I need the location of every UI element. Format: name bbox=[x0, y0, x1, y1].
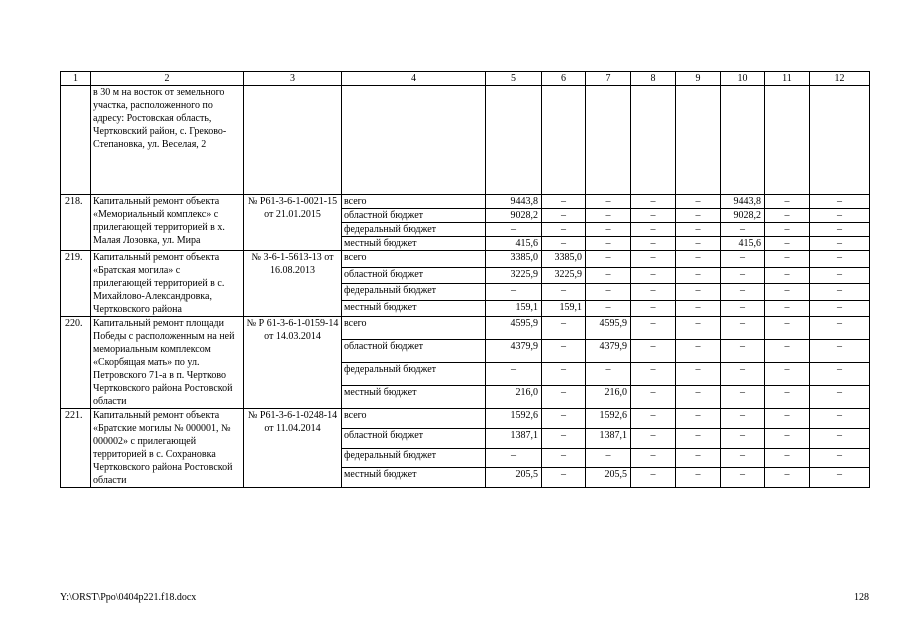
table-body bbox=[61, 72, 870, 488]
value-cell: – bbox=[676, 237, 721, 251]
value-cell: – bbox=[810, 251, 870, 268]
value-cell: – bbox=[586, 300, 631, 317]
value-cell: 415,6 bbox=[486, 237, 542, 251]
value-cell: – bbox=[676, 284, 721, 301]
object-name: Капитальный ремонт объекта «Братская могила» с прилегающей территорией в с. Михайлово-Александровка, Чертковского района bbox=[91, 251, 244, 317]
value-cell: – bbox=[676, 251, 721, 268]
value-cell: – bbox=[676, 409, 721, 429]
header-cell: 12 bbox=[810, 72, 870, 86]
header-cell: 3 bbox=[244, 72, 342, 86]
value-cell: – bbox=[810, 428, 870, 448]
value-cell: – bbox=[765, 209, 810, 223]
funding-source-label: местный бюджет bbox=[342, 237, 486, 251]
header-cell: 2 bbox=[91, 72, 244, 86]
funding-source-label: местный бюджет bbox=[342, 386, 486, 409]
value-cell: – bbox=[676, 340, 721, 363]
page-number: 128 bbox=[854, 592, 869, 603]
value-cell: – bbox=[765, 317, 810, 340]
value-cell: – bbox=[721, 386, 765, 409]
value-cell: 4595,9 bbox=[586, 317, 631, 340]
value-cell: – bbox=[542, 195, 586, 209]
value-cell: 3225,9 bbox=[486, 267, 542, 284]
value-cell: 3385,0 bbox=[542, 251, 586, 268]
document-number: № Р 61-3-6-1-0159-14 от 14.03.2014 bbox=[244, 317, 342, 409]
value-cell: – bbox=[486, 363, 542, 386]
value-cell: 205,5 bbox=[586, 468, 631, 488]
value-cell: – bbox=[486, 284, 542, 301]
header-cell: 4 bbox=[342, 72, 486, 86]
funding-source-label: местный бюджет bbox=[342, 300, 486, 317]
value-cell: – bbox=[765, 468, 810, 488]
header-cell: 8 bbox=[631, 72, 676, 86]
value-cell: – bbox=[542, 468, 586, 488]
value-cell: 9028,2 bbox=[721, 209, 765, 223]
file-path: Y:\ORST\Ppo\0404p221.f18.docx bbox=[60, 592, 197, 603]
header-row bbox=[61, 72, 870, 86]
value-cell: – bbox=[676, 363, 721, 386]
value-cell: – bbox=[542, 209, 586, 223]
value-cell: – bbox=[486, 448, 542, 468]
value-cell: – bbox=[810, 284, 870, 301]
header-cell: 1 bbox=[61, 72, 91, 86]
funding-source-label: областной бюджет bbox=[342, 267, 486, 284]
value-cell: 9028,2 bbox=[486, 209, 542, 223]
value-cell: 1387,1 bbox=[586, 428, 631, 448]
row-number: 218. bbox=[61, 195, 91, 251]
header-cell: 9 bbox=[676, 72, 721, 86]
funding-source-label: федеральный бюджет bbox=[342, 223, 486, 237]
value-cell: – bbox=[721, 300, 765, 317]
funding-source-label: всего bbox=[342, 195, 486, 209]
empty-cell bbox=[342, 86, 486, 195]
value-cell: – bbox=[631, 251, 676, 268]
value-cell: – bbox=[721, 223, 765, 237]
value-cell: – bbox=[765, 251, 810, 268]
row-number: 221. bbox=[61, 409, 91, 488]
value-cell: – bbox=[676, 468, 721, 488]
value-cell: – bbox=[721, 340, 765, 363]
value-cell: – bbox=[542, 223, 586, 237]
funding-source-label: федеральный бюджет bbox=[342, 448, 486, 468]
funding-source-label: федеральный бюджет bbox=[342, 363, 486, 386]
empty-cell bbox=[631, 86, 676, 195]
value-cell: – bbox=[765, 300, 810, 317]
continuation-row bbox=[61, 86, 870, 195]
value-cell: – bbox=[676, 386, 721, 409]
value-cell: – bbox=[765, 386, 810, 409]
value-cell: – bbox=[676, 209, 721, 223]
value-cell: – bbox=[721, 363, 765, 386]
value-cell: – bbox=[542, 386, 586, 409]
value-cell: – bbox=[765, 223, 810, 237]
value-cell: 9443,8 bbox=[486, 195, 542, 209]
document-number: № 3-6-1-5613-13 от 16.08.2013 bbox=[244, 251, 342, 317]
value-cell: – bbox=[631, 223, 676, 237]
value-cell: – bbox=[586, 363, 631, 386]
value-cell: – bbox=[721, 251, 765, 268]
value-cell: – bbox=[586, 195, 631, 209]
value-cell: – bbox=[810, 267, 870, 284]
value-cell: – bbox=[631, 340, 676, 363]
value-cell: – bbox=[631, 209, 676, 223]
value-cell: – bbox=[631, 237, 676, 251]
funding-source-label: областной бюджет bbox=[342, 209, 486, 223]
value-cell: – bbox=[542, 284, 586, 301]
value-cell: 1387,1 bbox=[486, 428, 542, 448]
funding-source-label: федеральный бюджет bbox=[342, 284, 486, 301]
funding-source-label: всего bbox=[342, 409, 486, 429]
value-cell: – bbox=[810, 195, 870, 209]
value-cell: – bbox=[676, 428, 721, 448]
object-description: в 30 м на восток от земельного участка, расположенного по адресу: Ростовская область, Чертковский район, с. Греково-Степановка, ул. Веселая, 2 bbox=[91, 86, 244, 195]
value-cell: – bbox=[631, 195, 676, 209]
funding-source-label: всего bbox=[342, 251, 486, 268]
value-cell: – bbox=[765, 363, 810, 386]
value-cell: – bbox=[586, 209, 631, 223]
object-name: Капитальный ремонт объекта «Братские могилы № 000001, № 000002» с прилегающей территорией в с. Сохрановка Чертковского района Ростовской области bbox=[91, 409, 244, 488]
value-cell: 159,1 bbox=[542, 300, 586, 317]
value-cell: 4595,9 bbox=[486, 317, 542, 340]
value-cell: – bbox=[631, 363, 676, 386]
value-cell: – bbox=[810, 209, 870, 223]
value-cell: – bbox=[765, 195, 810, 209]
header-cell: 11 bbox=[765, 72, 810, 86]
value-cell: – bbox=[631, 468, 676, 488]
value-cell: 1592,6 bbox=[586, 409, 631, 429]
value-cell: – bbox=[676, 267, 721, 284]
value-cell: – bbox=[631, 386, 676, 409]
value-cell: – bbox=[586, 267, 631, 284]
value-cell: – bbox=[810, 237, 870, 251]
document-number: № Р61-3-6-1-0021-15 от 21.01.2015 bbox=[244, 195, 342, 251]
value-cell: – bbox=[765, 237, 810, 251]
value-cell: – bbox=[810, 300, 870, 317]
value-cell: – bbox=[765, 448, 810, 468]
value-cell: – bbox=[542, 237, 586, 251]
empty-cell bbox=[586, 86, 631, 195]
header-cell: 5 bbox=[486, 72, 542, 86]
funding-source-label: местный бюджет bbox=[342, 468, 486, 488]
value-cell: – bbox=[721, 448, 765, 468]
value-cell: – bbox=[676, 317, 721, 340]
empty-cell bbox=[721, 86, 765, 195]
value-cell: – bbox=[676, 300, 721, 317]
value-cell: 216,0 bbox=[586, 386, 631, 409]
value-cell: – bbox=[631, 409, 676, 429]
value-cell: – bbox=[542, 448, 586, 468]
value-cell: – bbox=[676, 448, 721, 468]
header-cell: 6 bbox=[542, 72, 586, 86]
value-cell: – bbox=[676, 223, 721, 237]
row-number: 219. bbox=[61, 251, 91, 317]
value-cell: – bbox=[810, 468, 870, 488]
row-number: 220. bbox=[61, 317, 91, 409]
value-cell: – bbox=[810, 317, 870, 340]
value-cell: – bbox=[810, 363, 870, 386]
object-name: Капитальный ремонт объекта «Мемориальный комплекс» с прилегающей территорией в х. Малая Лозовка, ул. Мира bbox=[91, 195, 244, 251]
empty-cell bbox=[486, 86, 542, 195]
value-cell: 159,1 bbox=[486, 300, 542, 317]
value-cell: 415,6 bbox=[721, 237, 765, 251]
document-number: № Р61-3-6-1-0248-14 от 11.04.2014 bbox=[244, 409, 342, 488]
empty-cell bbox=[810, 86, 870, 195]
value-cell: – bbox=[486, 223, 542, 237]
value-cell: 4379,9 bbox=[486, 340, 542, 363]
funding-source-label: областной бюджет bbox=[342, 340, 486, 363]
value-cell: – bbox=[721, 317, 765, 340]
value-cell: – bbox=[721, 267, 765, 284]
empty-cell bbox=[765, 86, 810, 195]
value-cell: – bbox=[810, 223, 870, 237]
value-cell: 4379,9 bbox=[586, 340, 631, 363]
value-cell: – bbox=[542, 340, 586, 363]
empty-cell bbox=[244, 86, 342, 195]
value-cell: – bbox=[586, 251, 631, 268]
value-cell: – bbox=[631, 267, 676, 284]
value-cell: 205,5 bbox=[486, 468, 542, 488]
value-cell: 3385,0 bbox=[486, 251, 542, 268]
value-cell: – bbox=[542, 317, 586, 340]
value-cell: – bbox=[586, 223, 631, 237]
value-cell: – bbox=[765, 428, 810, 448]
value-cell: – bbox=[765, 284, 810, 301]
value-cell: – bbox=[542, 363, 586, 386]
value-cell: – bbox=[542, 428, 586, 448]
object-row bbox=[61, 409, 870, 429]
value-cell: – bbox=[586, 237, 631, 251]
object-name: Капитальный ремонт площади Победы с расположенным на ней мемориальным комплексом «Скорбящая мать» по ул. Петровского 71-а в п. Чертково Чертковского района Ростовской области bbox=[91, 317, 244, 409]
value-cell: 216,0 bbox=[486, 386, 542, 409]
value-cell: – bbox=[631, 428, 676, 448]
value-cell: – bbox=[631, 300, 676, 317]
funding-source-label: всего bbox=[342, 317, 486, 340]
value-cell: – bbox=[631, 284, 676, 301]
budget-table bbox=[60, 71, 870, 488]
value-cell: – bbox=[765, 340, 810, 363]
empty-cell bbox=[676, 86, 721, 195]
object-row bbox=[61, 251, 870, 268]
value-cell: – bbox=[721, 409, 765, 429]
value-cell: – bbox=[586, 284, 631, 301]
object-row bbox=[61, 317, 870, 340]
value-cell: 9443,8 bbox=[721, 195, 765, 209]
value-cell: – bbox=[810, 409, 870, 429]
value-cell: 1592,6 bbox=[486, 409, 542, 429]
value-cell: – bbox=[631, 448, 676, 468]
value-cell: – bbox=[721, 284, 765, 301]
object-row bbox=[61, 195, 870, 209]
value-cell: – bbox=[810, 448, 870, 468]
value-cell: – bbox=[721, 468, 765, 488]
value-cell: – bbox=[721, 428, 765, 448]
value-cell: – bbox=[765, 409, 810, 429]
value-cell: – bbox=[542, 409, 586, 429]
value-cell: 3225,9 bbox=[542, 267, 586, 284]
empty-cell bbox=[61, 86, 91, 195]
value-cell: – bbox=[765, 267, 810, 284]
header-cell: 7 bbox=[586, 72, 631, 86]
value-cell: – bbox=[586, 448, 631, 468]
value-cell: – bbox=[810, 386, 870, 409]
value-cell: – bbox=[631, 317, 676, 340]
value-cell: – bbox=[810, 340, 870, 363]
value-cell: – bbox=[676, 195, 721, 209]
empty-cell bbox=[542, 86, 586, 195]
funding-source-label: областной бюджет bbox=[342, 428, 486, 448]
header-cell: 10 bbox=[721, 72, 765, 86]
